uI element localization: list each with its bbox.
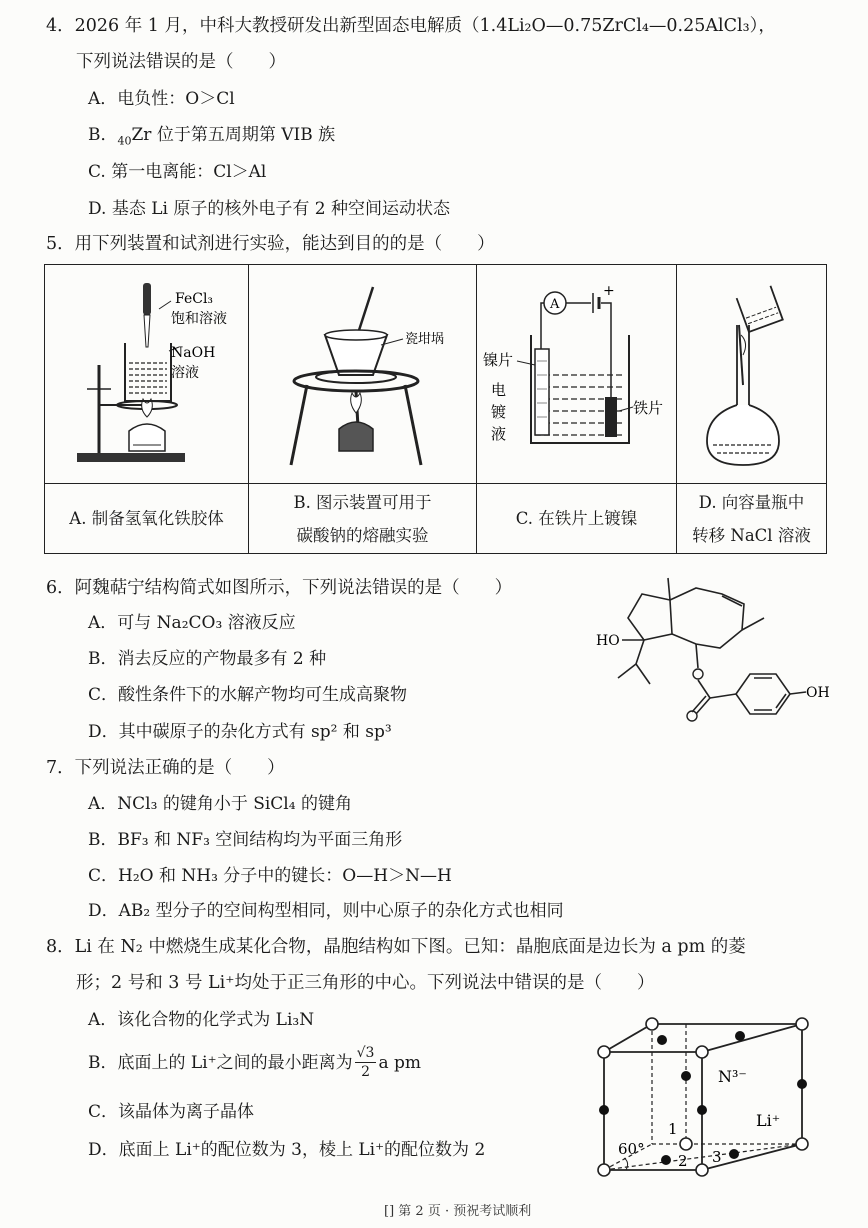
q6-stem: 6．阿魏萜宁结构简式如图所示，下列说法错误的是（ ） bbox=[46, 578, 513, 598]
q8-option-c: C．该晶体为离子晶体 bbox=[88, 1102, 255, 1122]
q5-caption-d bbox=[677, 484, 827, 554]
q8-option-d: D．底面上 Li⁺的配位数为 3，棱上 Li⁺的配位数为 2 bbox=[88, 1140, 486, 1160]
q6-option-a: A．可与 Na₂CO₃ 溶液反应 bbox=[88, 613, 296, 633]
label-iron-plate: 铁片 bbox=[632, 399, 663, 417]
q4-option-b-prefix: B． bbox=[88, 125, 118, 145]
q6-option-b: B．消去反应的产物最多有 2 种 bbox=[88, 649, 327, 669]
page-footer bbox=[384, 1200, 531, 1219]
label-nitride: N³⁻ bbox=[718, 1067, 747, 1086]
label-plating-1: 电 bbox=[490, 381, 506, 399]
label-oh: OH bbox=[806, 685, 830, 701]
label-nickel-plate: 镍片 bbox=[482, 351, 513, 369]
q5-apparatus-d bbox=[677, 265, 827, 484]
label-saturated-solution: 饱和溶液 bbox=[170, 311, 227, 327]
q6-option-d: D．其中碳原子的杂化方式有 sp² 和 sp³ bbox=[88, 722, 392, 742]
label-angle: 60° bbox=[618, 1140, 645, 1158]
q8-option-b-text: B．底面上的 Li⁺之间的最小距离为 bbox=[88, 1052, 353, 1073]
q7-option-b: B．BF₃ 和 NF₃ 空间结构均为平面三角形 bbox=[88, 830, 403, 850]
q8-stem-line2: 形；2 号和 3 号 Li⁺均处于正三角形的中心。下列说法中错误的是（ ） bbox=[76, 973, 655, 993]
q5-caption-b bbox=[249, 484, 477, 554]
q8-option-a: A．该化合物的化学式为 Li₃N bbox=[88, 1010, 315, 1030]
q5-stem: 5．用下列装置和试剂进行实验，能达到目的的是（ ） bbox=[46, 234, 495, 254]
ferric-hydroxide-colloid-setup-icon bbox=[47, 265, 247, 479]
unit-cell-diagram-icon bbox=[590, 1014, 820, 1184]
label-plating-3: 液 bbox=[490, 425, 506, 443]
q4-option-b bbox=[88, 123, 335, 153]
q4-stem-line2: 下列说法错误的是（ ） bbox=[76, 52, 286, 72]
q5-apparatus-c bbox=[477, 265, 677, 484]
q5-apparatus-a bbox=[45, 265, 249, 484]
q5-caption-d-line2: 转移 NaCl 溶液 bbox=[692, 525, 811, 545]
footer-mark: [] bbox=[384, 1204, 395, 1219]
q4-option-d: D. 基态 Li 原子的核外电子有 2 种空间运动状态 bbox=[88, 199, 450, 219]
fraction-numerator: √3 bbox=[356, 1045, 375, 1061]
q5-caption-b-line1: B. 图示装置可用于 bbox=[293, 492, 432, 512]
q8-option-b-fraction bbox=[355, 1044, 377, 1081]
q5-apparatus-b bbox=[249, 265, 477, 484]
electroplating-setup-icon bbox=[479, 265, 675, 479]
label-site-3: 3 bbox=[712, 1148, 722, 1166]
q5-caption-c: C. 在铁片上镀镍 bbox=[477, 484, 677, 554]
q7-option-c: C．H₂O 和 NH₃ 分子中的键长：O—H＞N—H bbox=[88, 866, 452, 886]
label-solution: 溶液 bbox=[170, 365, 199, 381]
q4-option-b-text: Zr 位于第五周期第 VIB 族 bbox=[131, 125, 336, 145]
q5-caption-d-line1: D. 向容量瓶中 bbox=[698, 492, 805, 512]
porcelain-crucible-setup-icon bbox=[251, 265, 475, 479]
q5-apparatus-table bbox=[44, 264, 827, 554]
q8-option-b bbox=[88, 1044, 421, 1081]
q7-option-a: A．NCl₃ 的键角小于 SiCl₄ 的键角 bbox=[88, 794, 352, 814]
label-crucible: 瓷坩埚 bbox=[404, 332, 444, 347]
label-site-1: 1 bbox=[668, 1120, 678, 1138]
q6-option-c: C．酸性条件下的水解产物均可生成高聚物 bbox=[88, 685, 408, 705]
q4-option-b-subscript: 40 bbox=[117, 134, 132, 148]
q4-stem-line1: 4．2026 年 1 月，中科大教授研发出新型固态电解质（1.4Li₂O—0.75ZrCl₄—0.25AlCl₃）， bbox=[46, 16, 776, 36]
label-plus: + bbox=[602, 283, 615, 299]
q8-stem-line1: 8．Li 在 N₂ 中燃烧生成某化合物，晶胞结构如下图。已知：晶胞底面是边长为 a pm 的菱 bbox=[46, 937, 746, 957]
q4-option-a: A．电负性：O＞Cl bbox=[88, 89, 235, 109]
q5-caption-a: A. 制备氢氧化铁胶体 bbox=[45, 484, 249, 554]
label-ho: HO bbox=[596, 633, 620, 649]
q4-option-c: C. 第一电离能：Cl＞Al bbox=[88, 162, 267, 182]
label-plating-2: 镀 bbox=[490, 403, 506, 421]
label-ammeter: A bbox=[549, 297, 559, 312]
ferutinin-structure-icon bbox=[592, 572, 842, 732]
fraction-denominator: 2 bbox=[361, 1064, 370, 1080]
q8-option-b-unit: a pm bbox=[378, 1052, 421, 1073]
label-naoh: NaOH bbox=[170, 345, 215, 361]
label-site-2: 2 bbox=[678, 1152, 688, 1170]
label-fecl3: FeCl₃ bbox=[174, 291, 213, 307]
q5-caption-b-line2: 碳酸钠的熔融实验 bbox=[296, 525, 429, 545]
q7-option-d: D．AB₂ 型分子的空间构型相同，则中心原子的杂化方式也相同 bbox=[88, 901, 564, 921]
label-lithium: Li⁺ bbox=[756, 1111, 781, 1130]
volumetric-flask-transfer-icon bbox=[679, 265, 825, 479]
q7-stem: 7．下列说法正确的是（ ） bbox=[46, 758, 285, 778]
footer-text: 第 2 页 · 预祝考试顺利 bbox=[398, 1204, 532, 1219]
